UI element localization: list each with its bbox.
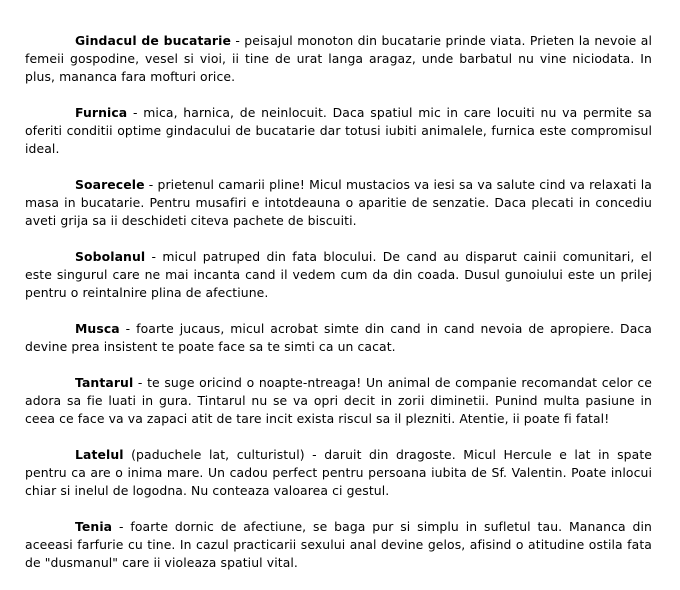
paragraph-term: Tenia [75,519,113,534]
paragraph-term: Tantarul [75,375,134,390]
paragraph-soarecele [25,176,652,230]
paragraph-term: Sobolanul [75,249,146,264]
paragraph-term: Furnica [75,105,128,120]
paragraph-gindacul [25,32,652,86]
paragraph-text: - foarte dornic de afectiune, se baga pur si simplu in sufletul tau. Mananca din aceeasi farfurie cu tine. In cazul practicarii sexului anal devine gelos, afisind o atitudine ostila fata de "dusmanul" care ii violeaza spatiul vital. [25,519,652,570]
paragraph-tenia [25,518,652,572]
paragraph-text: - te suge oricind o noapte-ntreaga! Un animal de companie recomandat celor ce adora sa fie luati in gura. Tintarul nu se va opri decit in zorii diminetii. Punind multa pasiune in ceea ce face va va zapaci atit de tare incit exista riscul sa il plezniti. Atentie, ii poate fi fatal! [25,375,652,426]
paragraph-text: - prietenul camarii pline! Micul mustacios va iesi sa va salute cind va relaxati la masa in bucatarie. Pentru musafiri e intotdeauna o aparitie de senzatie. Daca plecati in concediu aveti grija sa ii deschideti citeva pachete de biscuiti. [25,177,652,228]
paragraph-text: - micul patruped din fata blocului. De cand au disparut cainii comunitari, el este singurul care ne mai incanta cand il vedem cum da din coada. Dusul gunoiului este un prilej pentru o reintalnire plina de afectiune. [25,249,652,300]
paragraph-text: - mica, harnica, de neinlocuit. Daca spatiul mic in care locuiti nu va permite sa oferiti conditii optime gindacului de bucatarie dar totusi iubiti animalele, furnica este compromisul ideal. [25,105,652,156]
paragraph-term: Musca [75,321,120,336]
paragraph-tantarul [25,374,652,428]
paragraph-latelul [25,446,652,500]
document-page [25,32,652,590]
paragraph-musca [25,320,652,356]
paragraph-furnica [25,104,652,158]
paragraph-text: - peisajul monoton din bucatarie prinde viata. Prieten la nevoie al femeii gospodine, vesel si vioi, ii tine de urat langa aragaz, unde barbatul nu vine niciodata. In plus, mananca fara mofturi orice. [25,33,652,84]
paragraph-term: Latelul [75,447,124,462]
paragraph-term: Soarecele [75,177,145,192]
paragraph-text: - foarte jucaus, micul acrobat simte din cand in cand nevoia de apropiere. Daca devine prea insistent te poate face sa te simti ca un cacat. [25,321,652,354]
paragraph-sobolanul [25,248,652,302]
paragraph-text: (paduchele lat, culturistul) - daruit din dragoste. Micul Hercule e lat in spate pentru ca are o inima mare. Un cadou perfect pentru persoana iubita de Sf. Valentin. Poate inlocui chiar si inelul de logodna. Nu conteaza valoarea ci gestul. [25,447,652,498]
paragraph-term: Gindacul de bucatarie [75,33,231,48]
